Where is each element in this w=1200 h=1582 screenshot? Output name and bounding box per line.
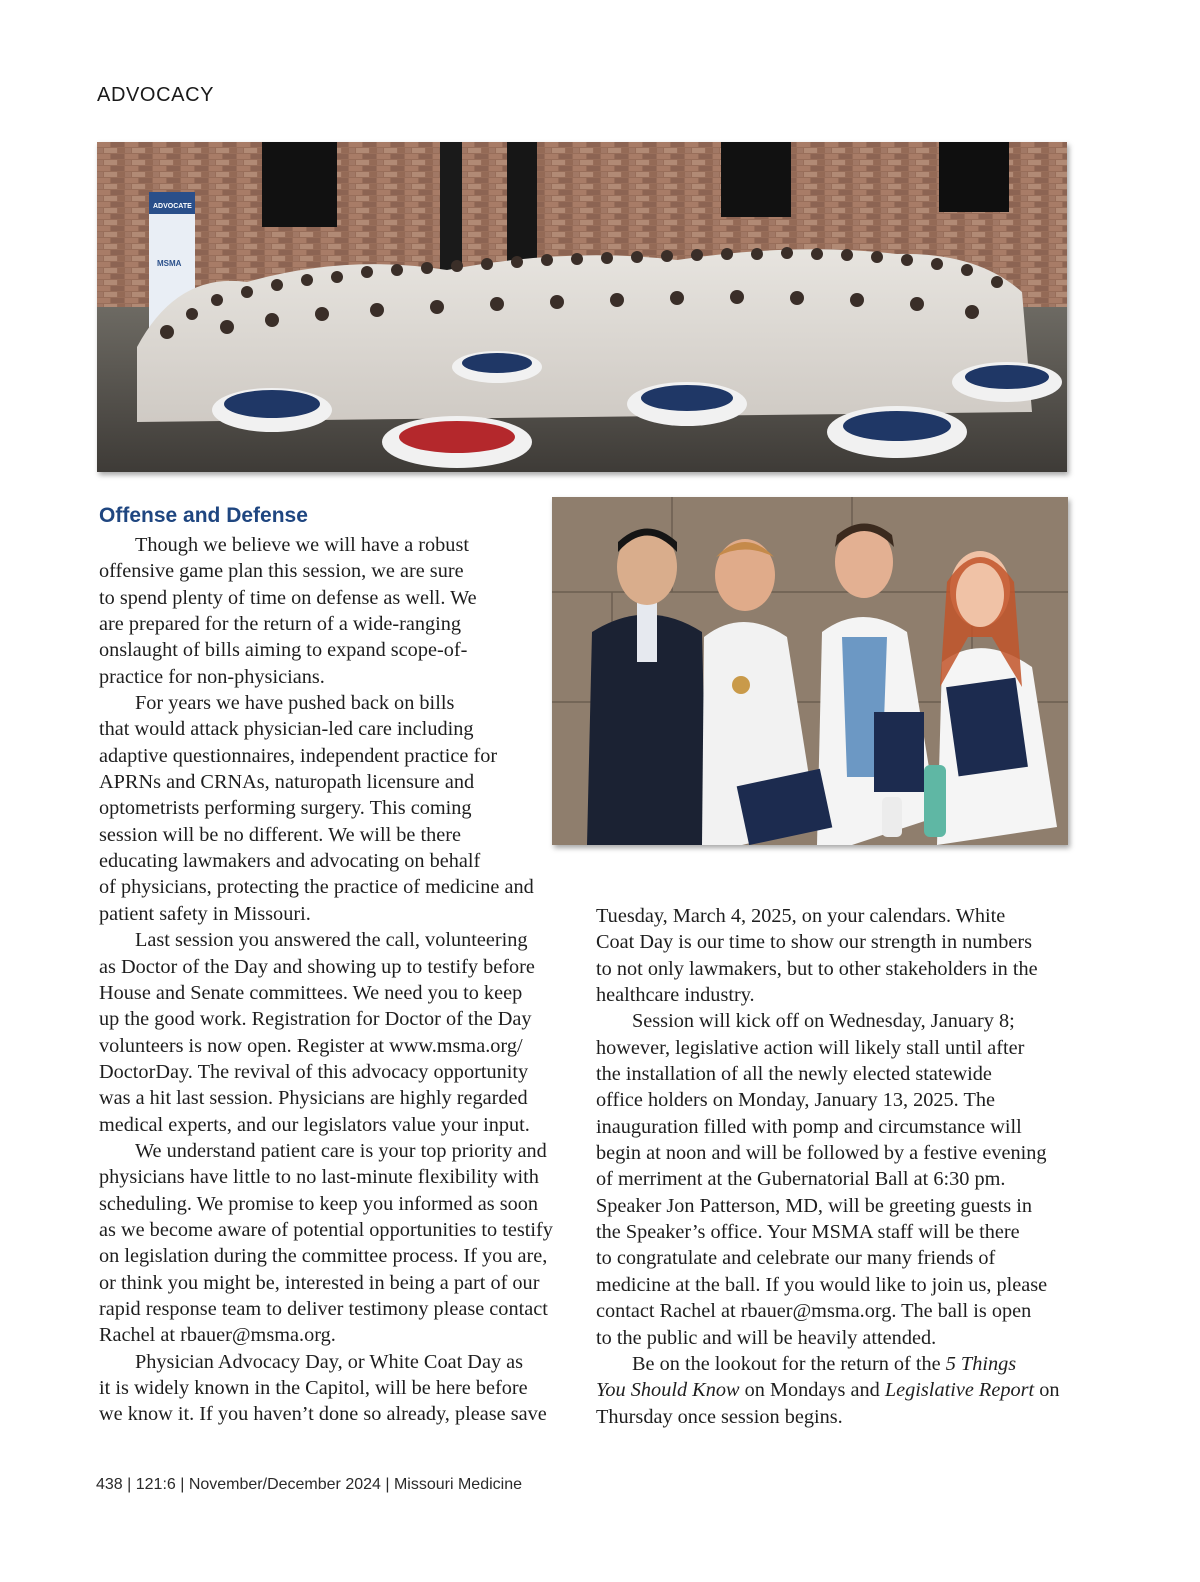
text-line: the Speaker’s office. Your MSMA staff will be there — [596, 1221, 1020, 1244]
text-line: inauguration filled with pomp and circumstance will — [596, 1115, 1022, 1138]
article-column-right — [596, 903, 1076, 1430]
text-line: Tuesday, March 4, 2025, on your calendars. White — [596, 905, 1006, 927]
text-line — [596, 1377, 1076, 1403]
text-line: Speaker Jon Patterson, MD, will be greeting guests in — [596, 1194, 1032, 1217]
text-line: Physician Advocacy Day, or White Coat Day as — [135, 1350, 524, 1373]
article-column-left — [99, 532, 579, 1428]
text-line: DoctorDay. The revival of this advocacy opportunity — [99, 1060, 529, 1083]
text-line: practice for non-physicians. — [99, 665, 325, 688]
text-line: are prepared for the return of a wide-ranging — [99, 613, 462, 636]
text-run: Be on the lookout for the return of the — [632, 1352, 946, 1375]
text-line — [596, 1351, 1076, 1377]
text-line: to spend plenty of time on defense as well. We — [99, 586, 477, 609]
text-line: of physicians, protecting the practice of medicine and — [99, 876, 534, 899]
text-line: Last session you answered the call, volunteering — [135, 929, 528, 952]
text-line: scheduling. We promise to keep you informed as soon — [99, 1192, 539, 1215]
text-line: Coat Day is our time to show our strength in numbers — [596, 931, 1032, 954]
paragraph-white-coat-day — [99, 1349, 579, 1428]
publication-title: 5 Things — [945, 1352, 1017, 1375]
text-line: as Doctor of the Day and showing up to testify before — [99, 955, 535, 978]
paragraph-doctor-of-day — [99, 927, 579, 1138]
paragraph-patient-care — [99, 1138, 579, 1349]
portrait-photo — [552, 497, 1068, 845]
text-line: patient safety in Missouri. — [99, 902, 311, 925]
banner-logo: MSMA — [157, 259, 182, 268]
text-line: medicine at the ball. If you would like to join us, please — [596, 1273, 1048, 1296]
text-line: rapid response team to deliver testimony please contact — [99, 1297, 548, 1320]
text-line: Rachel at rbauer@msma.org. — [99, 1324, 336, 1347]
text-line: educating lawmakers and advocating on behalf — [99, 850, 481, 873]
text-line: office holders on Monday, January 13, 2025. The — [596, 1089, 995, 1112]
text-line: to the public and will be heavily attended. — [596, 1326, 937, 1349]
text-line: offensive game plan this session, we are sure — [99, 560, 464, 583]
text-line: to congratulate and celebrate our many friends of — [596, 1247, 996, 1270]
text-line: optometrists performing surgery. This coming — [99, 797, 472, 820]
text-line: Session will kick off on Wednesday, January 8; — [632, 1010, 1015, 1033]
paragraph-offense — [99, 532, 579, 690]
text-line: the installation of all the newly elected statewide — [596, 1063, 992, 1086]
text-run: on — [1034, 1379, 1060, 1402]
paragraph-white-coat-day-cont — [596, 903, 1076, 1008]
text-line: up the good work. Registration for Doctor of the Day — [99, 1008, 532, 1031]
portrait-photo-image — [552, 497, 1068, 845]
paragraph-pushback — [99, 690, 579, 927]
group-photo — [97, 142, 1067, 472]
text-line: Though we believe we will have a robust — [135, 534, 469, 556]
text-line: physicians have little to no last-minute flexibility with — [99, 1166, 539, 1189]
text-line: session will be no different. We will be there — [99, 823, 462, 846]
text-line: we know it. If you haven’t done so already, please save — [99, 1403, 547, 1426]
text-line: as we become aware of potential opportunities to testify — [99, 1218, 553, 1241]
text-line: on legislation during the committee process. If you are, — [99, 1245, 548, 1268]
text-line: contact Rachel at rbauer@msma.org. The ball is open — [596, 1300, 1032, 1323]
text-line: adaptive questionnaires, independent practice for — [99, 744, 498, 767]
text-line: healthcare industry. — [596, 984, 755, 1007]
text-line: to not only lawmakers, but to other stakeholders in the — [596, 957, 1038, 980]
text-line: it is widely known in the Capitol, will be here before — [99, 1377, 528, 1399]
text-line: volunteers is now open. Register at www.msma.org/ — [99, 1034, 523, 1057]
publication-title: You Should Know — [596, 1379, 740, 1402]
text-line: begin at noon and will be followed by a festive evening — [596, 1142, 1047, 1165]
paragraph-session-kickoff — [596, 1008, 1076, 1350]
text-line: that would attack physician-led care including — [99, 718, 474, 741]
paragraph-lookout — [596, 1351, 1076, 1430]
text-line: medical experts, and our legislators value your input. — [99, 1113, 530, 1136]
page-footer: 438 | 121:6 | November/December 2024 | Missouri Medicine — [96, 1476, 523, 1493]
text-line: Thursday once session begins. — [596, 1405, 843, 1428]
publication-title: Legislative Report — [884, 1379, 1035, 1402]
text-line: House and Senate committees. We need you to keep — [99, 981, 523, 1004]
text-line: onslaught of bills aiming to expand scope-of- — [99, 639, 468, 662]
article-heading: Offense and Defense — [99, 504, 308, 527]
text-run: on Mondays and — [739, 1379, 885, 1402]
text-line: We understand patient care is your top priority and — [135, 1139, 547, 1162]
group-photo-image — [97, 142, 1067, 472]
text-line: however, legislative action will likely stall until after — [596, 1036, 1025, 1059]
text-line: APRNs and CRNAs, naturopath licensure and — [99, 771, 475, 794]
section-label: ADVOCACY — [97, 84, 215, 106]
text-line: of merriment at the Gubernatorial Ball at 6:30 pm. — [596, 1168, 1006, 1191]
text-line: was a hit last session. Physicians are highly regarded — [99, 1087, 528, 1110]
banner-text: ADVOCATE — [153, 203, 192, 210]
text-line: For years we have pushed back on bills — [135, 692, 455, 715]
text-line: or think you might be, interested in being a part of our — [99, 1271, 540, 1294]
